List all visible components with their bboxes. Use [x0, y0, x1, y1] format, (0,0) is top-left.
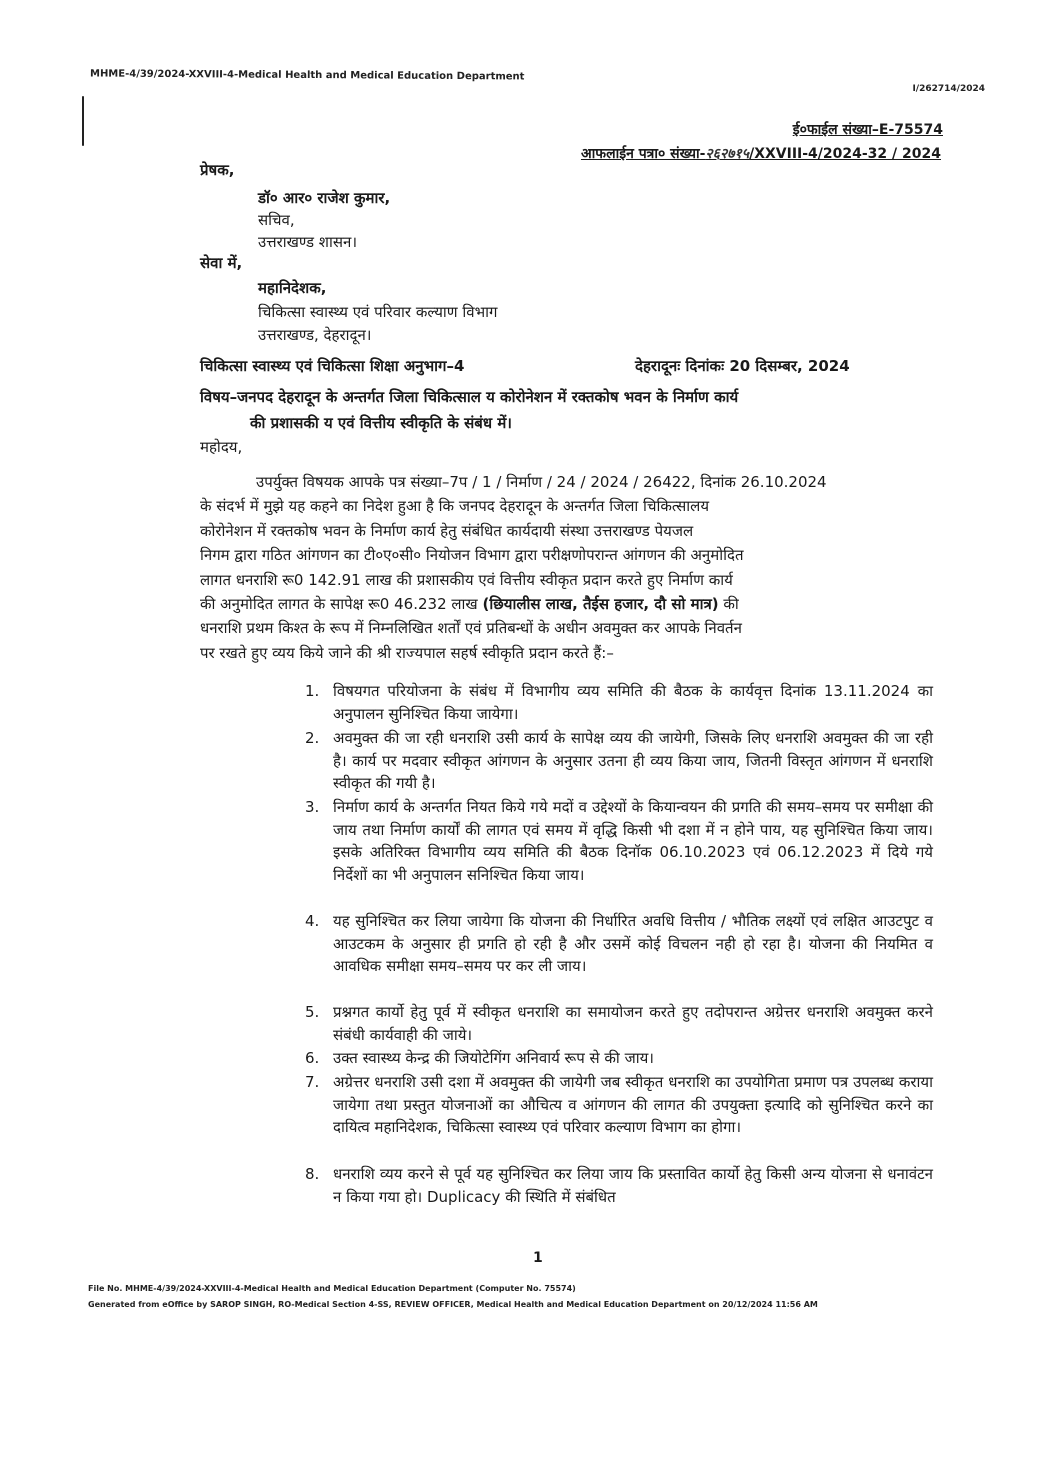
- body-line: पर रखते हुए व्यय किये जाने की श्री राज्यपाल सहर्ष स्वीकृति प्रदान करते हैं:–: [200, 643, 614, 662]
- salutation: महोदय,: [200, 438, 243, 456]
- condition-item: [305, 1163, 933, 1208]
- condition-number: 7.: [305, 1073, 320, 1091]
- header-doc-number: I/262714/2024: [912, 84, 985, 94]
- page-number: 1: [533, 1250, 543, 1266]
- body-line: निगम द्वारा गठित आंगणन का टी०ए०सी० नियोजन विभाग द्वारा परीक्षणोपरान्त आंगणन की अनुमोदित: [200, 546, 744, 565]
- condition-item: [305, 1001, 933, 1046]
- footer-file-line: File No. MHME-4/39/2024-XXVIII-4-Medical Health and Medical Education Department (Computer No. 75574): [88, 1284, 576, 1293]
- efile-number: ई०फाईल संख्या–E-75574: [792, 122, 943, 138]
- recipient-dept: चिकित्सा स्वास्थ्य एवं परिवार कल्याण विभाग: [258, 303, 498, 321]
- body-line: के संदर्भ में मुझे यह कहने का निदेश हुआ है कि जनपद देहरादून के अन्तर्गत जिला चिकित्सालय: [200, 497, 710, 516]
- letter-number-handwritten: २६२७१५: [705, 146, 750, 162]
- condition-item: [305, 910, 933, 978]
- condition-number: 6.: [305, 1049, 320, 1067]
- condition-text: धनराशि व्यय करने से पूर्व यह सुनिश्चित कर लिया जाय कि प्रस्तावित कार्यो हेतु किसी अन्य योजना से धनावंटन न किया गया हो। Duplicacy की स्थिति में संबंधित: [333, 1165, 933, 1206]
- condition-number: 2.: [305, 729, 320, 747]
- condition-text: अवमुक्त की जा रही धनराशि उसी कार्य के सापेक्ष व्यय की जायेगी, जिसके लिए धनराशि अवमुक्त की जा रही है। कार्य पर मदवार स्वीकृत आंगणन के अनुसार उतना ही व्यय किया जाय, जितनी विस्तृत आंगणन में धनराशि स्वीकृत की गयी है।: [333, 729, 933, 793]
- condition-number: 4.: [305, 912, 320, 930]
- body-line: लागत धनराशि रू0 142.91 लाख की प्रशासकीय एवं वित्तीय स्वीकृत प्रदान करते हुए निर्माण कार्य: [200, 570, 733, 589]
- subject-line-2: की प्रशासकी य एवं वित्तीय स्वीकृति के संबंध में।: [250, 414, 512, 432]
- condition-text: विषयगत परियोजना के संबंध में विभागीय व्यय समिति की बैठक के कार्यवृत्त दिनांक 13.11.2024 का अनुपालन सुनिश्चित किया जायेगा।: [333, 682, 933, 723]
- body-paragraph: [200, 470, 938, 665]
- subject-line-1: विषय–जनपद देहरादून के अन्तर्गत जिला चिकित्साल य कोरोनेशन में रक्तकोष भवन के निर्माण कार्य: [200, 388, 739, 406]
- condition-number: 8.: [305, 1165, 320, 1183]
- condition-text: यह सुनिश्चित कर लिया जायेगा कि योजना की निर्धारित अवधि वित्तीय / भौतिक लक्ष्यों एवं लक्षित आउटपुट व आउटकम के अनुसार ही प्रगति हो रही है और उसमें कोई विचलन नही हो रहा है। योजना की नियमित व आवधिक समीक्षा समय–समय पर कर ली जाय।: [333, 912, 933, 976]
- section-name: चिकित्सा स्वास्थ्य एवं चिकित्सा शिक्षा अनुभाग–4: [200, 357, 465, 375]
- body-line: उपर्युक्त विषयक आपके पत्र संख्या–7प / 1 / निर्माण / 24 / 2024 / 26422, दिनांक 26.10.2024: [256, 473, 827, 491]
- recipient-label: सेवा में,: [200, 254, 243, 272]
- subject: [200, 384, 942, 436]
- condition-text: उक्त स्वास्थ्य केन्द्र की जियोटेगिंग अनिवार्य रूप से की जाय।: [333, 1049, 654, 1067]
- recipient-place: उत्तराखण्ड, देहरादून।: [258, 326, 372, 344]
- body-line: धनराशि प्रथम किश्त के रूप में निम्नलिखित शर्तों एवं प्रतिबन्धों के अधीन अवमुक्त कर आपके निवर्तन: [200, 619, 742, 638]
- recipient-title: महानिदेशक,: [258, 279, 327, 297]
- condition-text: अग्रेत्तर धनराशि उसी दशा में अवमुक्त की जायेगी जब स्वीकृत धनराशि का उपयोगिता प्रमाण पत्र उपलब्ध कराया जायेगा तथा प्रस्तुत योजनाओं का औचित्य व आंगणन की लागत की उपयुक्ता इत्यादि को सुनिश्चित करने का दायित्व महानिदेशक, चिकित्सा स्वास्थ्य एवं परिवार कल्याण विभाग का होगा।: [333, 1073, 933, 1137]
- sender-office: उत्तराखण्ड शासन।: [258, 233, 358, 251]
- margin-pen-mark: [82, 96, 84, 146]
- body-line: [200, 592, 938, 616]
- section-row: [200, 356, 920, 376]
- body-line-6-start: की अनुमोदित लागत के सापेक्ष रू0 46.232 लाख: [200, 595, 478, 614]
- header-file-ref: MHME-4/39/2024-XXVIII-4-Medical Health and Medical Education Department: [89, 68, 525, 83]
- letter-date: देहरादूनः दिनांकः 20 दिसम्बर, 2024: [635, 357, 850, 375]
- sender-label: प्रेषक,: [200, 161, 235, 179]
- letter-number-suffix: /XXVIII-4/2024-32 / 2024: [749, 146, 941, 162]
- condition-item: [305, 727, 933, 795]
- condition-number: 5.: [305, 1003, 320, 1021]
- condition-number: 1.: [305, 682, 320, 700]
- condition-item: [305, 796, 933, 886]
- condition-item: [305, 1071, 933, 1139]
- condition-text: प्रश्नगत कार्यो हेतु पूर्व में स्वीकृत धनराशि का समायोजन करते हुए तदोपरान्त अग्रेत्तर धनराशि अवमुक्त करने संबंधी कार्यवाही की जाये।: [333, 1003, 933, 1044]
- sender-name: डॉ० आर० राजेश कुमार,: [258, 189, 391, 207]
- sender-designation: सचिव,: [258, 211, 295, 229]
- body-line-6-end: की: [723, 595, 739, 614]
- letter-number-prefix: आफलाईन पत्रा० संख्या-: [580, 146, 706, 162]
- amount-in-words: (छियालीस लाख, तैईस हजार, दौ सो मात्र): [482, 595, 719, 614]
- condition-item: [305, 680, 933, 725]
- condition-number: 3.: [305, 798, 320, 816]
- letter-number: [581, 144, 941, 163]
- condition-item: [305, 1047, 933, 1070]
- body-line: कोरोनेशन में रक्तकोष भवन के निर्माण कार्य हेतु संबंधित कार्यदायी संस्था उत्तराखण्ड पेयजल: [200, 521, 694, 540]
- footer-generated-line: Generated from eOffice by SAROP SINGH, RO-Medical Section 4-SS, REVIEW OFFICER, Medical Health and Medical Education Department on 20/12/2024 11:56 AM: [88, 1300, 818, 1309]
- condition-text: निर्माण कार्य के अन्तर्गत नियत किये गये मदों व उद्देश्यों के कियान्वयन की प्रगति की समय–समय पर समीक्षा की जाय तथा निर्माण कार्यों की लागत एवं समय में वृद्धि किसी भी दशा में न होने पाय, यह सुनिश्चित किया जाय। इसके अतिरिक्त विभागीय व्यय समिति की बैठक दिनॉक 06.10.2023 एवं 06.12.2023 में दिये गये निर्देशों का भी अनुपालन सनिश्चित किया जाय।: [333, 798, 933, 884]
